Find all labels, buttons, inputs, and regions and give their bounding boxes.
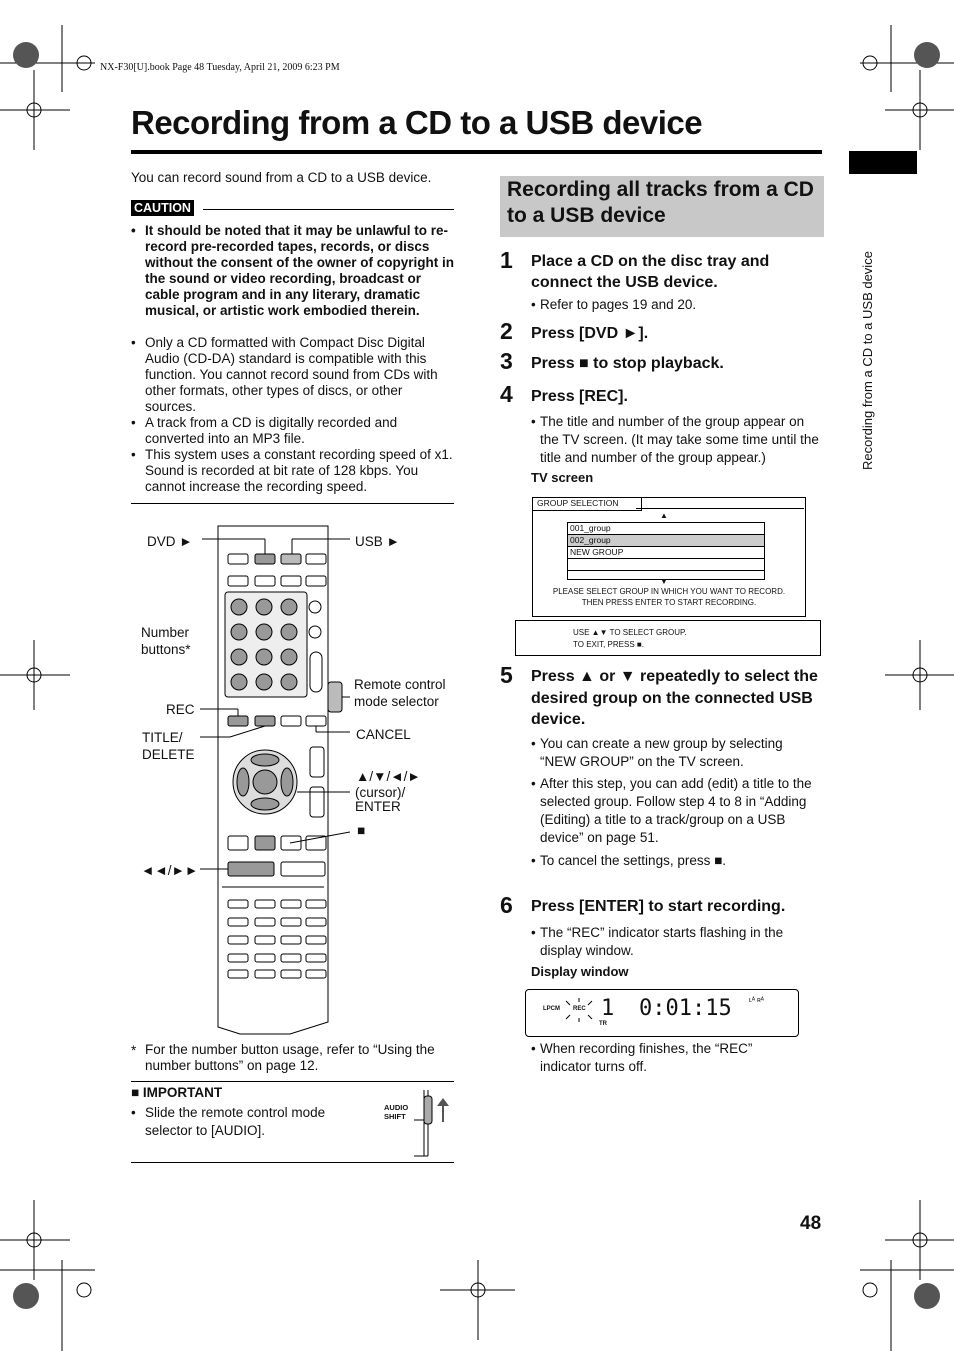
group-row[interactable]: 001_group [568,523,764,535]
tv-help [573,627,687,651]
group-row[interactable]: NEW GROUP [568,547,764,559]
tv-message-line: PLEASE SELECT GROUP IN WHICH YOU WANT TO RECORD. [552,587,786,596]
section-title: Recording all tracks from a CD to a USB device [507,178,814,227]
track-number: 1 [601,996,615,1021]
step-text: Press [ENTER] to start recording. [531,898,786,915]
label-cursor-3: ENTER [355,799,401,814]
step-text: Press [DVD ►]. [531,325,649,342]
step4-note: The title and number of the group appear on the TV screen. (It may take some time until the title and number of the group appear.) [540,414,819,465]
important-bullet: • [131,1105,136,1120]
caution-item: • This system uses a constant recording speed of x1. Sound is recorded at bit rate of 128 kbps. You cannot increase the recording speed. [131,447,453,494]
footnote-mark: * [131,1043,137,1058]
channel-icon: ʟᴬ ʀᴬ [749,997,764,1004]
caution-item: • It should be noted that it may be unlawful to re-record pre-recorded tapes, records, or discs without the consent of the owner of copyright in the sound or video recording, broadcast or cable program and in any literary, dramatic musical, or artistic work embodied therein. [131,223,454,318]
note-bullet: • [531,414,536,429]
group-row-selected[interactable]: 002_group [568,535,764,547]
divider [131,1162,454,1163]
group-row[interactable] [568,559,764,571]
note-bullet: • [531,776,536,791]
side-tab [849,151,917,174]
note-bullet: • [531,925,536,940]
label-mode-selector: Remote control mode selector [354,677,446,709]
step-text: Press ■ to stop playback. [531,355,724,372]
tv-message-line: THEN PRESS ENTER TO START RECORDING. [581,598,757,607]
tv-header-line [636,508,804,509]
step-number: 3 [500,348,513,374]
file-header: NX-F30[U].book Page 48 Tuesday, April 21, 2009 6:23 PM [100,62,340,73]
caution-label: CAUTION [131,200,194,216]
lpcm-indicator: LPCM [543,1006,560,1012]
note-bullet: • [531,297,536,312]
remote-control-illustration [200,522,350,1042]
step5-note: After this step, you can add (edit) a title to the selected group. Follow step 4 to 8 in “Adding (Editing) a title to a track/group on a USB device” on page 51. [540,776,812,845]
important-item: Slide the remote control mode selector to [AUDIO]. [145,1105,326,1138]
rec-indicator: REC [573,1006,586,1012]
label-dvd: DVD ► [147,534,193,549]
label-skip: ◄◄/►► [141,863,199,878]
side-label: Recording from a CD to a USB device [860,251,875,470]
group-list [567,522,765,580]
tv-help-line: USE ▲▼ TO SELECT GROUP. [573,628,687,637]
page-title: Recording from a CD to a USB device [131,104,703,141]
tv-header: GROUP SELECTION [532,497,642,511]
step-number: 1 [500,247,513,273]
step-number: 5 [500,662,513,688]
note-bullet: • [531,1041,536,1056]
label-cursor-2: (cursor)/ [355,785,406,800]
tv-message [536,586,802,608]
final-note: When recording finishes, the “REC” indicator turns off. [540,1041,753,1074]
label-usb: USB ► [355,534,400,549]
step-text: Press [REC]. [531,388,628,405]
step-text: Press ▲ or ▼ repeatedly to select the desired group on the connected USB device. [531,668,818,728]
caution-item: • Only a CD formatted with Compact Disc Digital Audio (CD-DA) standard is compatible with this function. You cannot record sound from CDs with other formats, other types of discs, or other sources. [131,335,438,414]
step-number: 6 [500,892,513,918]
tv-screen-label: TV screen [531,470,594,485]
step1-note: Refer to pages 19 and 20. [540,297,697,312]
step5-note: You can create a new group by selecting “NEW GROUP” on the TV screen. [540,736,783,769]
caution-list [131,223,454,495]
label-cursor-1: ▲/▼/◄/► [356,769,421,784]
label-title-delete-1: TITLE/ [142,730,183,745]
divider [131,503,454,504]
footnote: For the number button usage, refer to “Using the number buttons” on page 12. [145,1042,435,1073]
label-title-delete-2: DELETE [142,747,195,762]
shift-label: SHIFT [384,1112,406,1121]
tv-help-line: TO EXIT, PRESS ■. [573,640,644,649]
step6-note: The “REC” indicator starts flashing in the display window. [540,925,784,958]
title-rule [131,150,822,154]
intro-text: You can record sound from a CD to a USB device. [131,170,432,185]
note-bullet: • [531,736,536,751]
step-number: 4 [500,381,513,407]
step-number: 2 [500,318,513,344]
label-stop: ■ [357,823,366,838]
caution-item: • A track from a CD is digitally recorded and converted into an MP3 file. [131,415,398,446]
display-window-label: Display window [531,964,629,979]
note-bullet: • [531,853,536,868]
mode-selector-icon [384,1086,454,1158]
label-number-buttons: Number buttons* [141,625,191,657]
label-cancel: CANCEL [356,727,411,742]
divider [131,1081,454,1082]
step5-note: To cancel the settings, press ■. [540,853,726,868]
time-display: 0:01:15 [639,996,732,1021]
caution-rule [203,209,454,210]
down-arrow-icon: ▼ [660,577,668,586]
label-rec: REC [166,702,195,717]
page-number: 48 [800,1213,822,1234]
up-arrow-icon: ▲ [660,511,668,520]
step-text: Place a CD on the disc tray and connect the USB device. [531,253,770,291]
audio-label: AUDIO [384,1103,409,1112]
important-label: ■ IMPORTANT [131,1085,223,1100]
tr-indicator: TR [599,1021,607,1027]
